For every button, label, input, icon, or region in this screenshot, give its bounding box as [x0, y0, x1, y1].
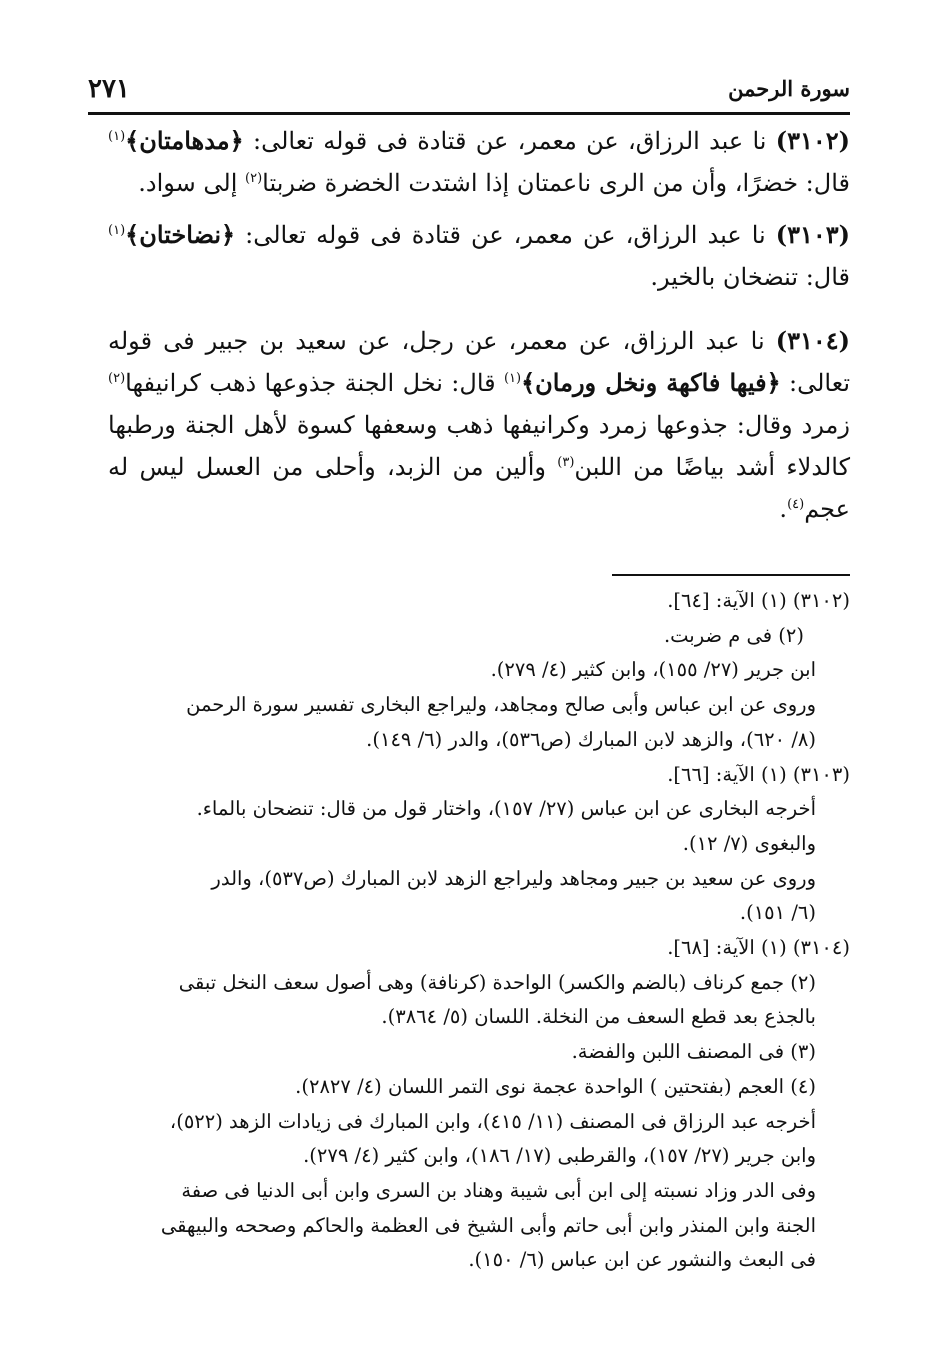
entry-text: قال: نخل الجنة جذوعها ذهب كرانيفها	[125, 369, 504, 397]
entry-text: زمرد وقال: جذوعها زمرد وكرانيفها ذهب وسعفها كسوة لأهل الجنة ورطبها كالدلاء أشد بياضًا من اللبن	[108, 411, 850, 481]
entry-number: (٣١٠٢)	[775, 126, 850, 155]
entry-text: وألين من الزبد، وأحلى من العسل ليس له عجم	[108, 453, 850, 523]
entry-text: نا عبد الرزاق، عن معمر، عن قتادة فى قوله تعالى:	[243, 127, 776, 155]
footnote-line: بالجذع بعد قطع السعف من النخلة. اللسان (٥/ ٣٨٦٤).	[381, 1005, 816, 1029]
footnote-ref: (١)	[108, 223, 126, 238]
footnote-line: (٦/ ١٥١).	[739, 901, 816, 925]
footnote-line: (٣١٠٢) (١) الآية: [٦٤].	[667, 589, 850, 612]
footnote-line: وروى عن سعيد بن جبير ومجاهد وليراجع الزهد لابن المبارك (ص٥٣٧)، والدر	[211, 866, 816, 890]
quran-verse: ﴿فيها فاكهة ونخل ورمان﴾	[521, 368, 781, 397]
page-number: ٢٧١	[88, 74, 130, 104]
entry-3103	[108, 214, 850, 298]
footnote-ref: (٢)	[108, 371, 126, 386]
entry-text: إلى سواد.	[138, 169, 245, 197]
page-header	[88, 72, 850, 115]
footnote-divider	[612, 574, 850, 576]
footnote-ref: (١)	[108, 129, 126, 144]
entry-3102	[108, 120, 850, 204]
footnote-line: فى البعث والنشور عن ابن عباس (٦/ ١٥٠).	[468, 1248, 816, 1272]
footnote-line: وابن جرير (٢٧/ ١٥٧)، والقرطبى (١٧/ ١٨٦)، وابن كثير (٤/ ٢٧٩).	[303, 1144, 816, 1168]
quran-verse: ﴿نضاختان﴾	[125, 220, 236, 249]
footnote-line: (٨/ ٦٢٠)، والزهد لابن المبارك (ص٥٣٦)، والدر (٦/ ١٤٩).	[366, 727, 816, 751]
footnote-line: ابن جرير (٢٧/ ١٥٥)، وابن كثير (٤/ ٢٧٩).	[490, 658, 816, 682]
entry-text: قال: تنضخان بالخير.	[650, 263, 850, 291]
footnote-line: (٣) فى المصنف اللبن والفضة.	[571, 1040, 816, 1064]
entry-text: قال: خضرًا، وأن من الرى ناعمتان إذا اشتدت الخضرة ضربتا	[262, 169, 850, 197]
footnote-line: (٣١٠٤) (١) الآية: [٦٨].	[667, 936, 850, 960]
footnote-ref: (٤)	[787, 497, 805, 512]
footnote-ref: (٣)	[557, 455, 575, 470]
footnote-line: (٣١٠٣) (١) الآية: [٦٦].	[667, 762, 850, 786]
footnote-line: وروى عن ابن عباس وأبى صالح ومجاهد، وليراجع البخارى تفسير سورة الرحمن	[186, 693, 816, 717]
footnote-ref: (١)	[503, 371, 522, 386]
main-text	[108, 120, 850, 540]
footnote-line: الجنة وابن المنذر وابن أبى حاتم وأبى الشيخ فى العظمة والحاكم وصححه والبيهقى	[160, 1213, 816, 1237]
footnote-line: وفى الدر وزاد نسبته إلى ابن أبى شيبة وهناد بن السرى وابن أبى الدنيا فى صفة	[181, 1178, 816, 1202]
entry-number: (٣١٠٤)	[775, 326, 850, 355]
entry-text: نا عبد الرزاق، عن معمر، عن قتادة فى قوله تعالى:	[235, 221, 776, 249]
entry-number: (٣١٠٣)	[775, 220, 850, 249]
footnote-line: أخرجه البخارى عن ابن عباس (٢٧/ ١٥٧)، واختار قول من قال: تنضحان بالماء.	[196, 797, 816, 821]
footnote-line: (٤) العجم (بفتحتين ) الواحدة عجمة نوى التمر اللسان (٤/ ٢٨٢٧).	[295, 1074, 816, 1098]
footnote-ref: (٢)	[245, 171, 263, 186]
entry-text: نا عبد الرزاق، عن معمر، عن رجل، عن سعيد بن جبير فى قوله تعالى:	[108, 327, 850, 397]
entry-text: .	[779, 495, 788, 523]
quran-verse: ﴿مدهامتان﴾	[125, 126, 244, 155]
running-title: سورة الرحمن	[728, 76, 850, 101]
entry-3104	[108, 320, 850, 530]
footnote-line: (٢) جمع كرناف (بالضم والكسر) الواحدة (كرنافة) وهى أصول سعف النخل تبقى	[178, 970, 816, 994]
footnotes	[108, 584, 850, 1278]
footnote-line: أخرجه عبد الرزاق فى المصنف (١١/ ٤١٥)، وابن المبارك فى زيادات الزهد (٥٢٢)،	[169, 1109, 816, 1133]
footnote-line: والبغوى (٧/ ١٢).	[682, 831, 816, 855]
footnote-line: (٢) فى م ضربت.	[663, 623, 804, 647]
